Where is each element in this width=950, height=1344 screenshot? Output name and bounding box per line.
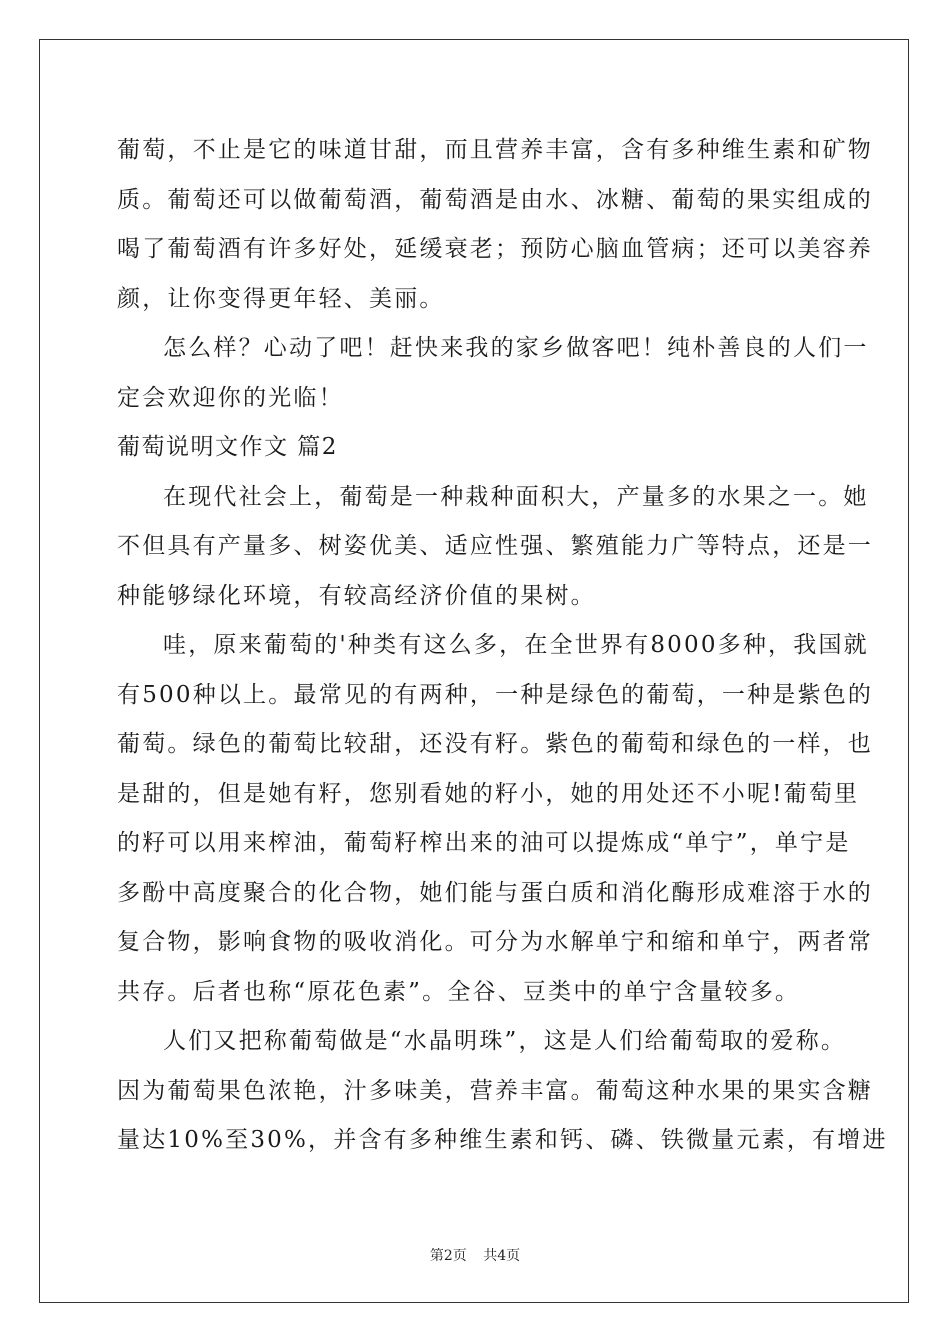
text-line: 在现代社会上，葡萄是一种栽种面积大，产量多的水果之一。她 <box>163 483 869 510</box>
text-line: 怎么样？心动了吧！赶快来我的家乡做客吧！纯朴善良的人们一 <box>163 335 869 361</box>
text-line: 人们又把称葡萄做是“水晶明珠”，这是人们给葡萄取的爱称。 <box>163 1028 847 1054</box>
document-body <box>117 126 888 1166</box>
text-line: 有500种以上。最常见的有两种，一种是绿色的葡萄，一种是紫色的 <box>117 681 874 708</box>
text-line: 哇，原来葡萄的'种类有这么多，在全世界有8000多种，我国就 <box>163 632 869 658</box>
text-line: 共存。后者也称“原花色素”。全谷、豆类中的单宁含量较多。 <box>117 978 801 1005</box>
text-line: 葡萄。绿色的葡萄比较甜，还没有籽。紫色的葡萄和绿色的一样，也 <box>117 731 873 757</box>
text-line: 量达10%至30%，并含有多种维生素和钙、磷、铁微量元素，有增进 <box>117 1127 888 1153</box>
text-line: 复合物，影响食物的吸收消化。可分为水解单宁和缩和单宁，两者常 <box>117 929 873 955</box>
text-line: 颜，让你变得更年轻、美丽。 <box>117 285 445 312</box>
page-number: 第2页 <box>429 1248 467 1264</box>
text-line: 因为葡萄果色浓艳，汁多味美，营养丰富。葡萄这种水果的果实含糖 <box>117 1077 873 1104</box>
text-line: 定会欢迎你的光临！ <box>117 384 344 411</box>
text-line: 的籽可以用来榨油，葡萄籽榨出来的油可以提炼成“单宁”，单宁是 <box>117 830 851 856</box>
text-line: 种能够绿化环境，有较高经济价值的果树。 <box>117 582 596 609</box>
page-footer <box>0 1245 950 1265</box>
section-heading: 葡萄说明文作文 篇2 <box>117 434 338 460</box>
text-line: 喝了葡萄酒有许多好处，延缓衰老；预防心脑血管病；还可以美容养 <box>117 236 873 262</box>
page-total: 共4页 <box>483 1248 521 1264</box>
text-line: 不但具有产量多、树姿优美、适应性强、繁殖能力广等特点，还是一 <box>117 533 873 559</box>
text-line: 葡萄，不止是它的味道甘甜，而且营养丰富，含有多种维生素和矿物 <box>117 137 873 163</box>
text-line: 多酚中高度聚合的化合物，她们能与蛋白质和消化酶形成难溶于水的 <box>117 879 873 906</box>
text-line: 质。葡萄还可以做葡萄酒，葡萄酒是由水、冰糖、葡萄的果实组成的 <box>117 186 873 213</box>
text-line: 是甜的，但是她有籽，您别看她的籽小，她的用处还不小呢!葡萄里 <box>117 780 860 807</box>
